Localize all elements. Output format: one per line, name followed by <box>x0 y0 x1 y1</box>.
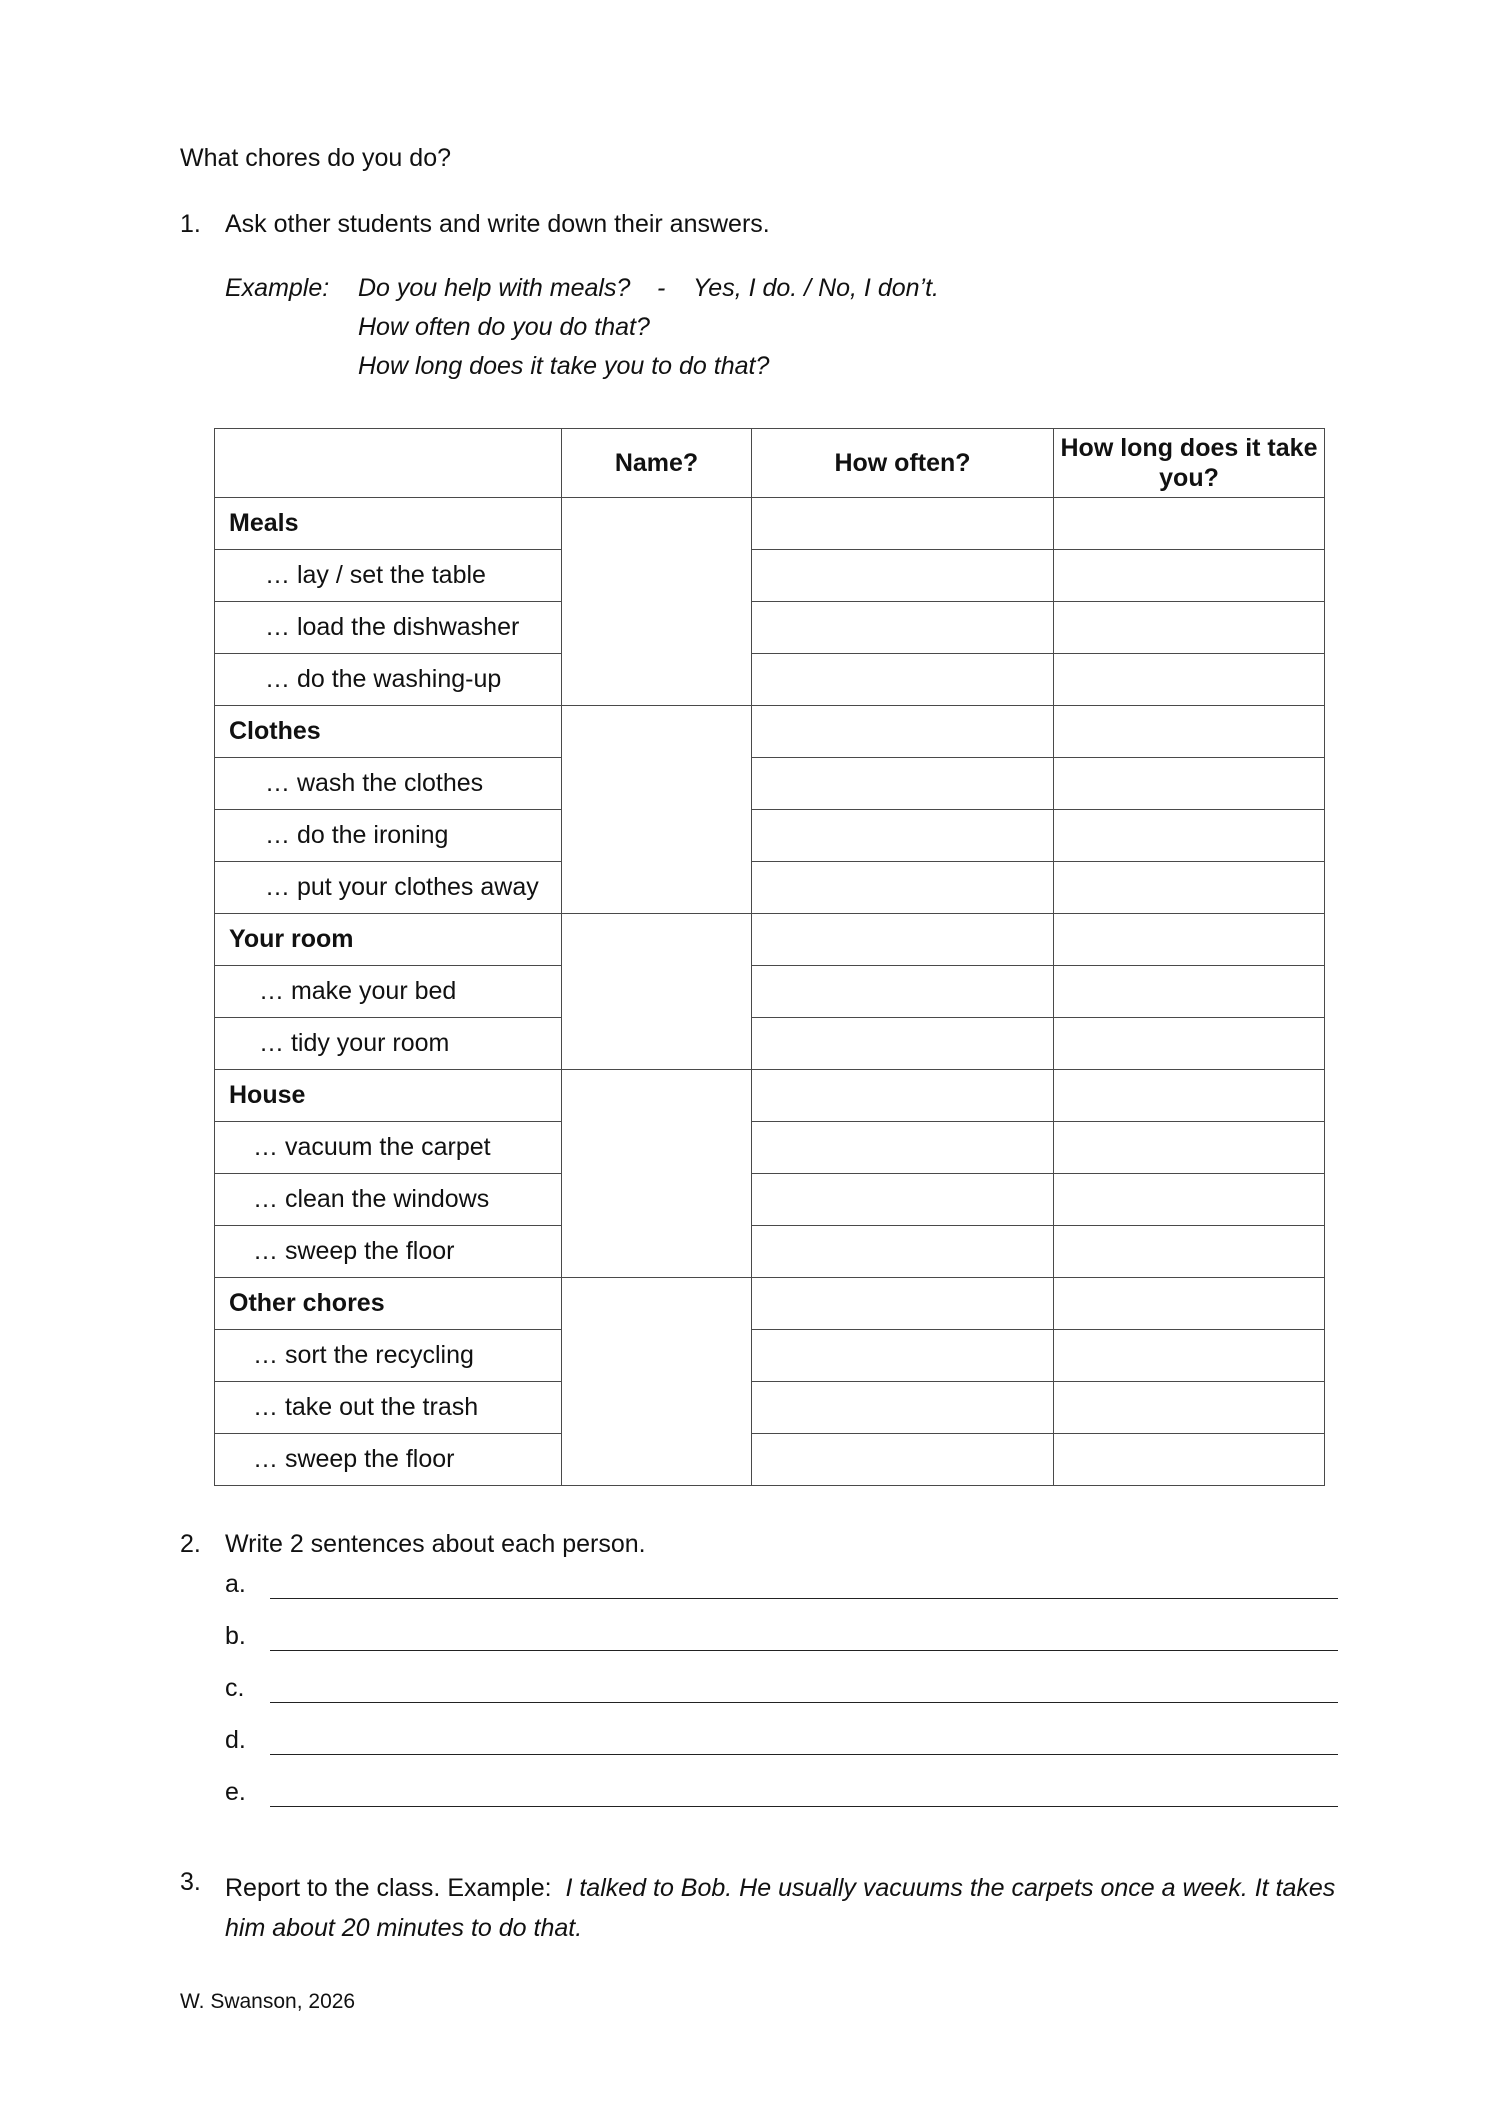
how-often-cell[interactable] <box>752 706 1054 758</box>
how-long-cell[interactable] <box>1054 1382 1325 1434</box>
table-row <box>215 654 1325 706</box>
how-often-cell[interactable] <box>752 1174 1054 1226</box>
table-category-row <box>215 498 1325 550</box>
table-row <box>215 1382 1325 1434</box>
example-dash: - <box>657 274 666 302</box>
worksheet-title: What chores do you do? <box>180 144 451 172</box>
question-2-text: Write 2 sentences about each person. <box>225 1530 646 1558</box>
table-category-row <box>215 1070 1325 1122</box>
table-row <box>215 1174 1325 1226</box>
category-label: House <box>215 1070 562 1122</box>
question-3-instruction: Report to the class. Example: <box>225 1874 552 1902</box>
table-row <box>215 966 1325 1018</box>
chore-item: … do the ironing <box>215 810 562 862</box>
name-answer-cell[interactable] <box>562 914 752 1070</box>
how-long-cell[interactable] <box>1054 1330 1325 1382</box>
name-answer-cell[interactable] <box>562 1070 752 1278</box>
name-answer-cell[interactable] <box>562 498 752 706</box>
how-often-cell[interactable] <box>752 914 1054 966</box>
header-name: Name? <box>562 429 752 498</box>
category-label: Your room <box>215 914 562 966</box>
how-often-cell[interactable] <box>752 550 1054 602</box>
how-often-cell[interactable] <box>752 1018 1054 1070</box>
how-long-cell[interactable] <box>1054 1226 1325 1278</box>
how-long-cell[interactable] <box>1054 758 1325 810</box>
how-long-cell[interactable] <box>1054 1018 1325 1070</box>
how-often-cell[interactable] <box>752 862 1054 914</box>
table-row <box>215 862 1325 914</box>
how-long-cell[interactable] <box>1054 810 1325 862</box>
chore-item: … clean the windows <box>215 1174 562 1226</box>
answer-line[interactable] <box>270 1650 1338 1651</box>
chore-item: … sweep the floor <box>215 1434 562 1486</box>
table-row <box>215 1018 1325 1070</box>
example-question-long: How long does it take you to do that? <box>358 352 770 380</box>
table-row <box>215 1434 1325 1486</box>
table-row <box>215 550 1325 602</box>
answer-line-label: c. <box>225 1674 245 1702</box>
how-long-cell[interactable] <box>1054 914 1325 966</box>
question-3-example: I talked to Bob. He usually vacuums the carpets once a week. It takes him about 20 minutes to do that. <box>225 1874 1336 1942</box>
answer-line[interactable] <box>270 1754 1338 1755</box>
how-often-cell[interactable] <box>752 1278 1054 1330</box>
question-3-number: 3. <box>180 1868 201 1896</box>
how-often-cell[interactable] <box>752 1226 1054 1278</box>
question-3-text <box>225 1868 1345 1948</box>
how-long-cell[interactable] <box>1054 1434 1325 1486</box>
how-long-cell[interactable] <box>1054 862 1325 914</box>
how-often-cell[interactable] <box>752 654 1054 706</box>
how-long-cell[interactable] <box>1054 966 1325 1018</box>
example-question-often: How often do you do that? <box>358 313 650 341</box>
question-1-text: Ask other students and write down their answers. <box>225 210 770 238</box>
table-header-row <box>215 429 1325 498</box>
how-long-cell[interactable] <box>1054 1278 1325 1330</box>
how-often-cell[interactable] <box>752 498 1054 550</box>
how-often-cell[interactable] <box>752 1070 1054 1122</box>
how-long-cell[interactable] <box>1054 706 1325 758</box>
how-long-cell[interactable] <box>1054 498 1325 550</box>
header-blank <box>215 429 562 498</box>
how-often-cell[interactable] <box>752 1122 1054 1174</box>
header-how-often: How often? <box>752 429 1054 498</box>
category-label: Clothes <box>215 706 562 758</box>
chore-item: … vacuum the carpet <box>215 1122 562 1174</box>
how-often-cell[interactable] <box>752 966 1054 1018</box>
example-question: Do you help with meals? <box>358 274 631 302</box>
table-category-row <box>215 914 1325 966</box>
chore-item: … load the dishwasher <box>215 602 562 654</box>
answer-line-label: d. <box>225 1726 246 1754</box>
how-often-cell[interactable] <box>752 810 1054 862</box>
category-label: Other chores <box>215 1278 562 1330</box>
chore-item: … wash the clothes <box>215 758 562 810</box>
category-label: Meals <box>215 498 562 550</box>
answer-line[interactable] <box>270 1806 1338 1807</box>
how-long-cell[interactable] <box>1054 654 1325 706</box>
how-long-cell[interactable] <box>1054 1174 1325 1226</box>
answer-line[interactable] <box>270 1598 1338 1599</box>
table-category-row <box>215 1278 1325 1330</box>
chore-item: … do the washing-up <box>215 654 562 706</box>
chore-item: … tidy your room <box>215 1018 562 1070</box>
table-category-row <box>215 706 1325 758</box>
table-row <box>215 1226 1325 1278</box>
table-row <box>215 1122 1325 1174</box>
name-answer-cell[interactable] <box>562 706 752 914</box>
how-often-cell[interactable] <box>752 1382 1054 1434</box>
chore-item: … make your bed <box>215 966 562 1018</box>
example-label: Example: <box>225 274 330 302</box>
name-answer-cell[interactable] <box>562 1278 752 1486</box>
table-row <box>215 1330 1325 1382</box>
answer-line-label: a. <box>225 1570 246 1598</box>
answer-line-label: b. <box>225 1622 246 1650</box>
table-row <box>215 810 1325 862</box>
table-row <box>215 602 1325 654</box>
how-often-cell[interactable] <box>752 758 1054 810</box>
chore-item: … sweep the floor <box>215 1226 562 1278</box>
how-long-cell[interactable] <box>1054 550 1325 602</box>
chores-table <box>214 428 1325 1486</box>
chore-item: … put your clothes away <box>215 862 562 914</box>
how-long-cell[interactable] <box>1054 1070 1325 1122</box>
header-how-long: How long does it take you? <box>1054 429 1325 498</box>
how-often-cell[interactable] <box>752 602 1054 654</box>
how-often-cell[interactable] <box>752 1330 1054 1382</box>
chore-item: … lay / set the table <box>215 550 562 602</box>
chore-item: … take out the trash <box>215 1382 562 1434</box>
how-often-cell[interactable] <box>752 1434 1054 1486</box>
how-long-cell[interactable] <box>1054 1122 1325 1174</box>
question-1-number: 1. <box>180 210 201 238</box>
question-2-number: 2. <box>180 1530 201 1558</box>
answer-line[interactable] <box>270 1702 1338 1703</box>
how-long-cell[interactable] <box>1054 602 1325 654</box>
table-row <box>215 758 1325 810</box>
chore-item: … sort the recycling <box>215 1330 562 1382</box>
example-answer: Yes, I do. / No, I don’t. <box>693 274 939 302</box>
footer-credit: W. Swanson, 2026 <box>180 1990 356 2013</box>
answer-line-label: e. <box>225 1778 246 1806</box>
